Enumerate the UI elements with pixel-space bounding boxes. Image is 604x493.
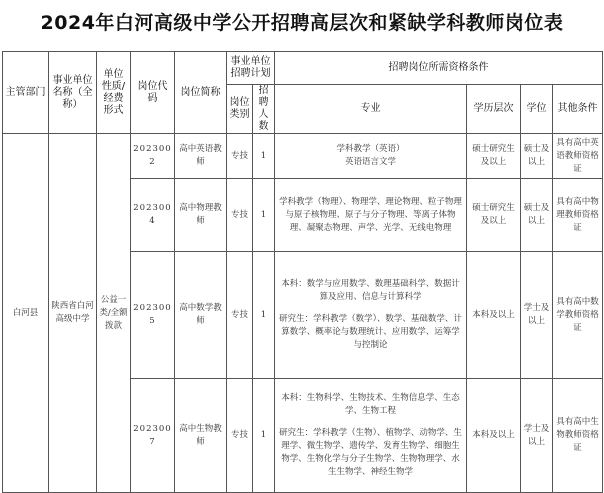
cell-type: 专技 [227,379,253,493]
cell-other: 具有高中物理教师资格证 [553,179,603,252]
cell-type: 专技 [227,179,253,252]
cell-degree: 硕士及以上 [521,179,553,252]
cell-post: 高中英语教师 [175,134,227,179]
cell-degree: 学士及以上 [521,252,553,379]
cell-dept: 白河县 [3,134,49,493]
cell-other: 具有高中生物教师资格证 [553,379,603,493]
header-nature: 单位性质/经费形式 [97,52,131,134]
major-line: 英语语言文学 [344,157,396,167]
cell-code: 2023002 [131,134,175,179]
major-line: 学科教学（物理）、物理学、理论物理、粒子物理与原子核物理、原子与分子物理、等离子体物理、凝聚态物理、声学、光学、无线电物理 [279,196,462,233]
header-type: 岗位类别 [227,85,253,134]
header-other: 其他条件 [553,85,603,134]
cell-type: 专技 [227,252,253,379]
cell-edu: 本科及以上 [467,379,521,493]
cell-major [275,134,467,179]
cell-major [275,379,467,493]
header-plan: 事业单位招聘计划 [227,52,275,85]
cell-code: 2023005 [131,252,175,379]
cell-nature: 公益一类/全额拨款 [97,134,131,493]
header-post: 岗位简称 [175,52,227,134]
cell-code: 2023007 [131,379,175,493]
major-line: 本科：生物科学、生物技术、生物信息学、生态学、生物工程 [281,393,460,416]
cell-post: 高中生物教师 [175,379,227,493]
cell-edu: 硕士研究生及以上 [467,179,521,252]
header-edu: 学历层次 [467,85,521,134]
cell-degree: 学士及以上 [521,379,553,493]
cell-count: 1 [253,379,275,493]
cell-major [275,179,467,252]
cell-code: 2023004 [131,179,175,252]
header-conditions: 招聘岗位所需资格条件 [275,52,603,85]
cell-degree: 硕士及以上 [521,134,553,179]
major-line: 研究生：学科教学（数学）、数学、基础数学、计算数学、概率论与数理统计、应用数学、运筹学与控制论 [279,314,462,350]
cell-count: 1 [253,134,275,179]
cell-post: 高中数学教师 [175,252,227,379]
major-line: 学科教学（英语） [336,144,405,154]
cell-unit: 陕西省白河高级中学 [49,134,97,493]
cell-major [275,252,467,379]
cell-edu: 硕士研究生及以上 [467,134,521,179]
header-degree: 学位 [521,85,553,134]
header-dept: 主管部门 [3,52,49,134]
cell-edu: 本科及以上 [467,252,521,379]
cell-other: 具有高中数学教师资格证 [553,252,603,379]
page-title: 2024年白河高级中学公开招聘高层次和紧缺学科教师岗位表 [40,12,564,34]
header-unit: 事业单位名称（全称） [49,52,97,134]
major-line: 研究生：学科教学（生物）、植物学、动物学、生理学、微生物学、遗传学、发育生物学、细胞生物学、生物化学与分子生物学、生物物理学、水生生物学、神经生物学 [279,428,462,477]
cell-count: 1 [253,252,275,379]
cell-post: 高中物理教师 [175,179,227,252]
table-row [3,134,603,179]
header-count: 招聘人数 [253,85,275,134]
cell-other: 具有高中英语教师资格证 [553,134,603,179]
cell-count: 1 [253,179,275,252]
job-table [2,51,603,493]
header-code: 岗位代码 [131,52,175,134]
header-major: 专业 [275,85,467,134]
cell-type: 专技 [227,134,253,179]
major-line: 本科：数学与应用数学、数理基础科学、数据计算及应用、信息与计算科学 [281,279,460,302]
